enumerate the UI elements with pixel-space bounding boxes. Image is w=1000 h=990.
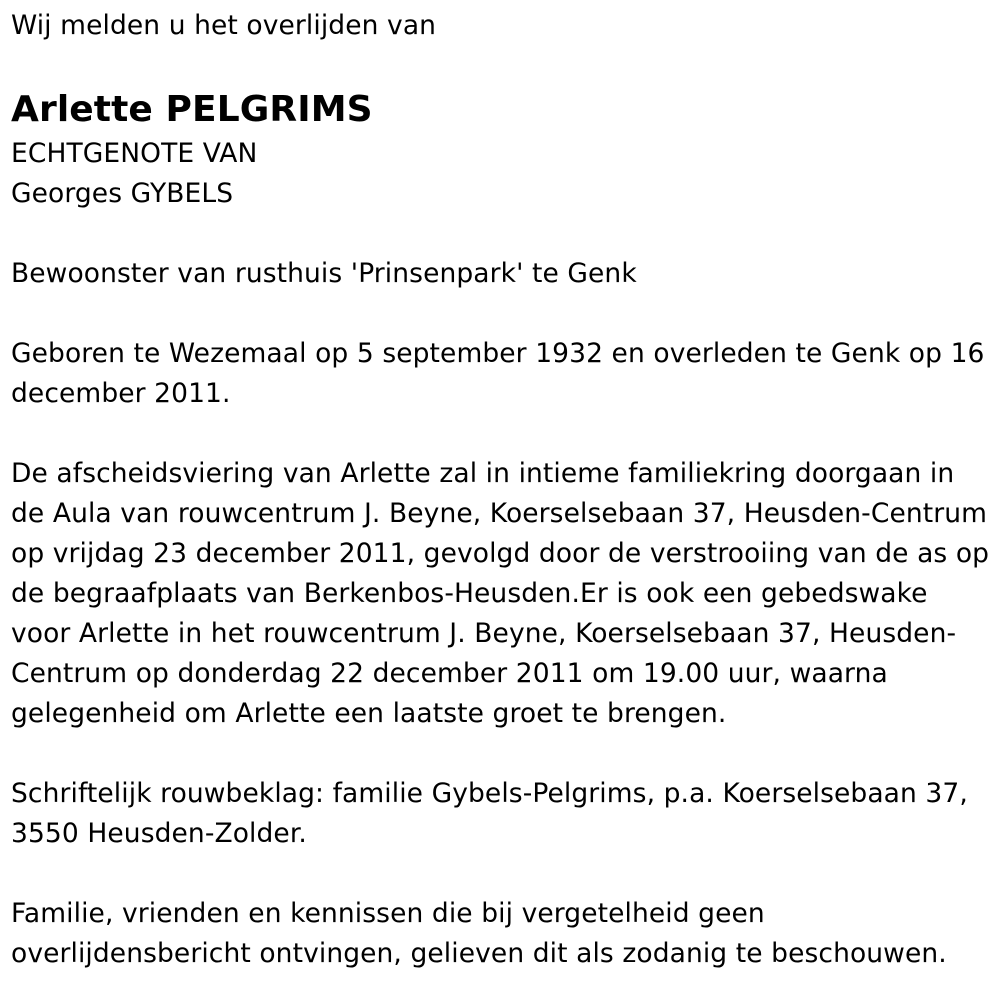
ceremony-text: De afscheidsviering van Arlette zal in intieme familiekring doorgaan in de Aula van rouwcentrum J. Beyne, Koerselsebaan 37, Heusden-Centrum op vrijdag 23 december 2011, gevolgd door de verstrooiing van de as op de begraafplaats van Berkenbos-Heusden.Er is ook een gebedswake voor Arlette in het rouwcentrum J. Beyne, Koerselsebaan 37, Heusden-Centrum op donderdag 22 december 2011 om 19.00 uur, waarna gelegenheid om Arlette een laatste groet te brengen. xyxy=(11,458,990,729)
spouse-name: Georges GYBELS xyxy=(11,178,234,209)
birth-death-text: Geboren te Wezemaal op 5 september 1932 en overleden te Genk op 16 december 2011. xyxy=(11,338,985,409)
closing-text: Familie, vrienden en kennissen die bij vergetelheid geen overlijdensbericht ontvingen, gelieven dit als zodanig te beschouwen. xyxy=(11,898,947,969)
residence-text: Bewoonster van rusthuis 'Prinsenpark' te Genk xyxy=(11,258,637,289)
relation-label: ECHTGENOTE VAN xyxy=(11,138,258,169)
death-notice xyxy=(11,6,991,974)
intro-text: Wij melden u het overlijden van xyxy=(11,10,437,41)
deceased-name: Arlette PELGRIMS xyxy=(11,89,373,130)
condolences-text: Schriftelijk rouwbeklag: familie Gybels-Pelgrims, p.a. Koerselsebaan 37, 3550 Heusden-Zolder. xyxy=(11,778,968,849)
